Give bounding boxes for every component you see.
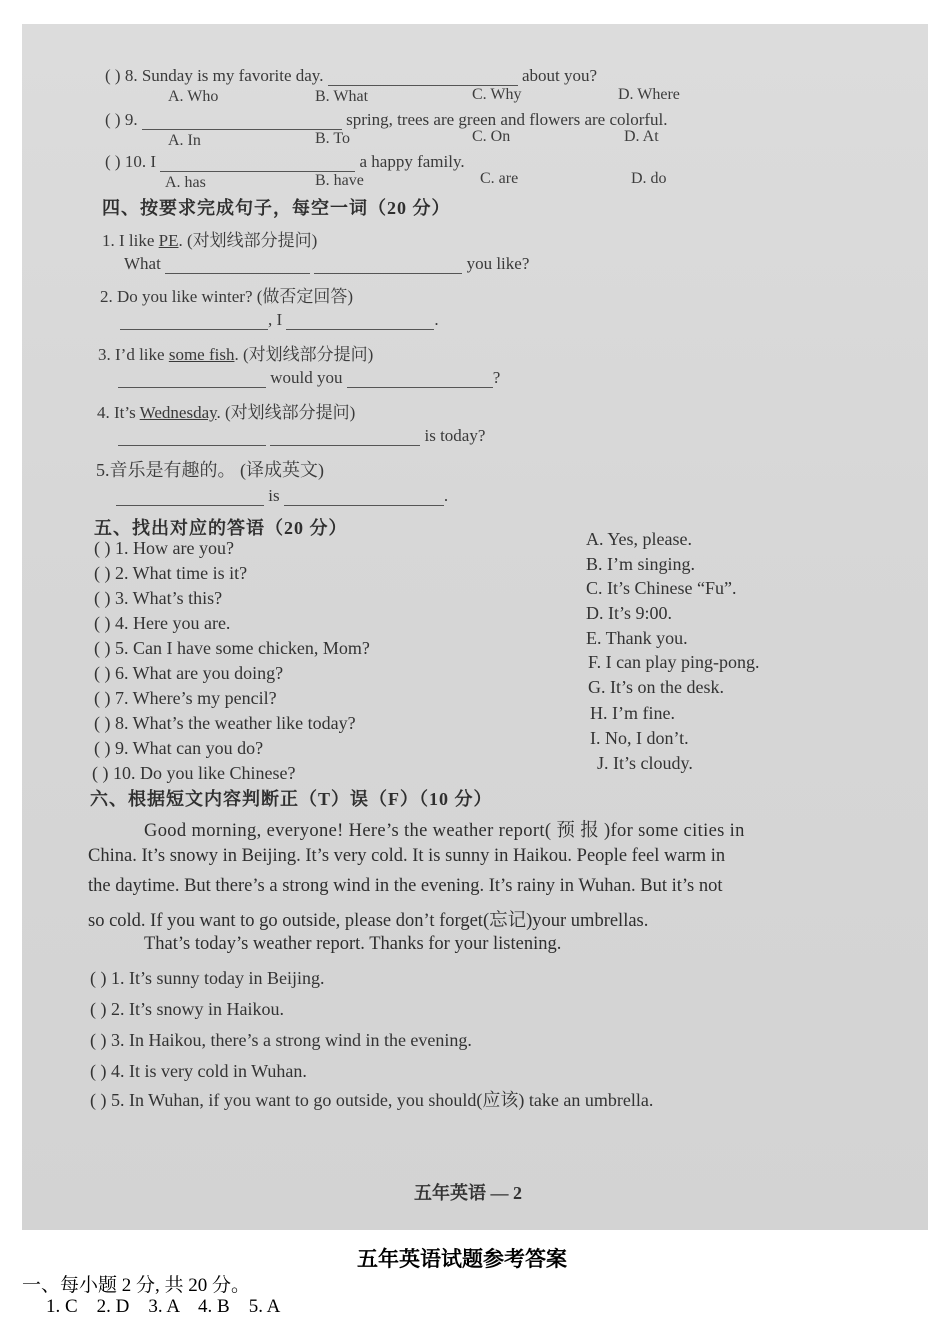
section-4-heading: 四、按要求完成句子，每空一词（20 分） [102,198,451,218]
s4-answer-2: , I . [120,310,439,330]
s5-answer-a: A. Yes, please. [586,529,692,549]
answer-key-title: 五年英语试题参考答案 [357,1247,567,1271]
q10-option-d: D. do [631,170,667,187]
s5-answer-g: G. It’s on the desk. [588,677,724,697]
q10-option-a: A. has [165,174,206,191]
passage-line-5: That’s today’s weather report. Thanks for your listening. [144,934,562,954]
q10-option-c: C. are [480,170,519,187]
s5-answer-b: B. I’m singing. [586,554,696,574]
s5-answer-i: I. No, I don’t. [590,728,689,748]
tf-statement-2: ( ) 2. It’s snowy in Haikou. [90,999,284,1019]
question-10: ( ) 10. I a happy family. [105,152,465,171]
blank [118,429,266,446]
page-footer: 五年英语 — 2 [414,1183,522,1203]
s5-answer-f: F. I can play ping-pong. [588,652,760,672]
passage-line-1: Good morning, everyone! Here’s the weather report( 预 报 )for some cities in [144,821,745,841]
blank [286,313,434,330]
blank [118,371,266,388]
s5-question-10: ( ) 10. Do you like Chinese? [92,763,296,783]
s5-answer-h: H. I’m fine. [590,703,675,723]
s5-question-1: ( ) 1. How are you? [94,538,234,558]
s5-answer-e: E. Thank you. [586,628,688,648]
q9-option-d: D. At [624,128,659,145]
blank [142,113,342,130]
question-8: ( ) 8. Sunday is my favorite day. about you? [105,66,598,85]
tf-statement-3: ( ) 3. In Haikou, there’s a strong wind in the evening. [90,1030,472,1050]
s5-question-2: ( ) 2. What time is it? [94,563,248,583]
s5-question-3: ( ) 3. What’s this? [94,588,223,608]
passage-line-4: so cold. If you want to go outside, please don’t forget(忘记)your umbrellas. [88,911,649,931]
blank [165,257,310,274]
blank [347,371,493,388]
s5-question-6: ( ) 6. What are you doing? [94,663,284,683]
tf-statement-4: ( ) 4. It is very cold in Wuhan. [90,1061,307,1081]
passage-line-2: China. It’s snowy in Beijing. It’s very cold. It is sunny in Haikou. People feel warm in [88,846,726,866]
exam-page-photo [22,24,928,1230]
s5-question-8: ( ) 8. What’s the weather like today? [94,713,356,733]
q8-option-b: B. What [315,88,369,105]
section-5-heading: 五、找出对应的答语（20 分） [94,518,348,538]
passage-line-3: the daytime. But there’s a strong wind in the evening. It’s rainy in Wuhan. But it’s not [88,876,723,896]
s5-question-7: ( ) 7. Where’s my pencil? [94,688,277,708]
q8-option-d: D. Where [618,86,680,103]
blank [120,313,268,330]
blank [284,489,444,506]
s4-question-5: 5.音乐是有趣的。 (译成英文) [96,460,324,480]
s4-answer-1: What you like? [124,254,530,273]
s4-question-4: 4. It’s Wednesday. (对划线部分提问) [97,403,356,422]
s5-question-9: ( ) 9. What can you do? [94,738,264,758]
question-9: ( ) 9. spring, trees are green and flowers are colorful. [105,110,668,129]
blank [160,155,355,172]
blank [116,489,264,506]
s4-answer-3: would you ? [118,368,500,388]
tf-statement-5: ( ) 5. In Wuhan, if you want to go outside, you should(应该) take an umbrella. [90,1090,654,1110]
blank [270,429,420,446]
section-6-heading: 六、根据短文内容判断正（T）误（F）（10 分） [90,789,493,809]
s4-question-3: 3. I’d like some fish. (对划线部分提问) [98,345,374,364]
q9-option-a: A. In [168,132,201,149]
s5-question-5: ( ) 5. Can I have some chicken, Mom? [94,638,370,658]
s5-question-4: ( ) 4. Here you are. [94,613,231,633]
answer-key-line-2: 1. C 2. D 3. A 4. B 5. A [46,1296,281,1317]
s5-answer-d: D. It’s 9:00. [586,603,673,623]
s4-question-1: 1. I like PE. (对划线部分提问) [102,231,318,250]
s5-answer-j: J. It’s cloudy. [597,753,693,773]
s4-answer-5: is . [116,486,448,506]
s4-answer-4: is today? [118,426,485,446]
answer-key-line-1: 一、每小题 2 分, 共 20 分。 [22,1275,251,1296]
q8-option-a: A. Who [168,88,219,105]
tf-statement-1: ( ) 1. It’s sunny today in Beijing. [90,968,325,988]
q8-option-c: C. Why [472,86,522,103]
blank [328,69,518,86]
q10-option-b: B. have [315,172,364,189]
s4-question-2: 2. Do you like winter? (做否定回答) [100,287,354,306]
s5-answer-c: C. It’s Chinese “Fu”. [586,578,737,598]
blank [314,257,462,274]
q9-option-b: B. To [315,130,351,147]
q9-option-c: C. On [472,128,511,145]
